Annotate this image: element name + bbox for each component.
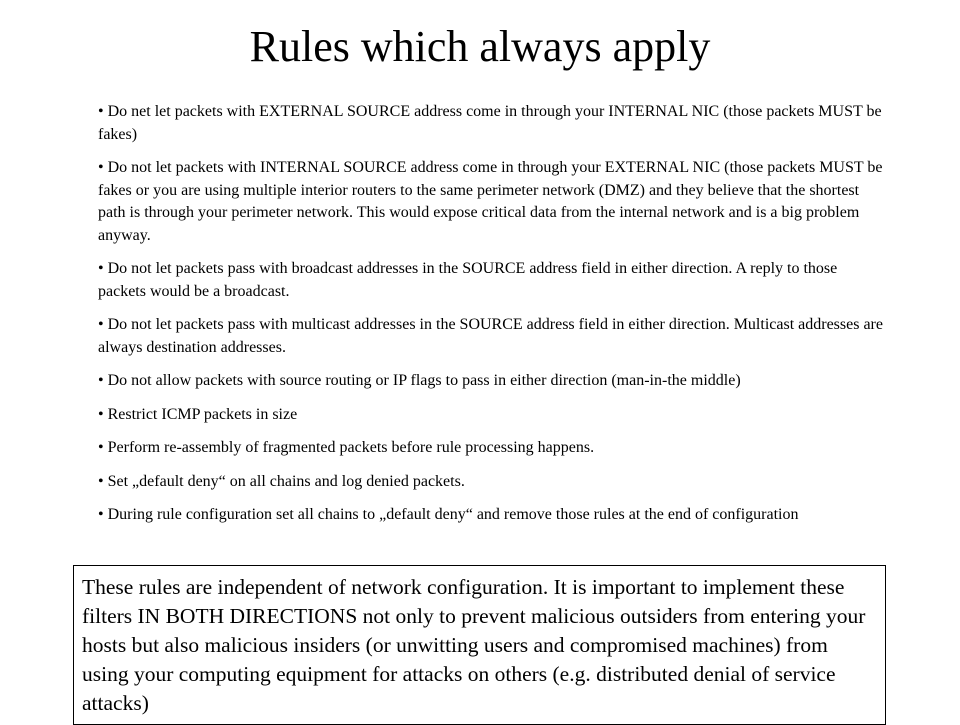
rule-text: Do not let packets pass with broadcast addresses in the SOURCE address field in either direction. A reply to those packets would be a broadcast. [98, 260, 838, 300]
rule-item-multicast [98, 314, 888, 359]
rule-item-internal-source [98, 157, 888, 247]
rule-text: During rule configuration set all chains to „default deny“ and remove those rules at the end of configuration [107, 506, 799, 523]
bullet-icon: • [98, 103, 104, 120]
bullet-icon: • [98, 260, 104, 277]
bullet-icon: • [98, 405, 104, 423]
rule-item-reassembly [98, 437, 888, 460]
rule-text: Set „default deny“ on all chains and log denied packets. [107, 472, 465, 490]
rule-item-source-routing [98, 370, 888, 393]
note-box [73, 565, 886, 725]
note-text: These rules are independent of network configuration. It is important to implement these filters IN BOTH DIRECTIONS not only to prevent malicious outsiders from entering your hosts but also malicious insiders (or unwitting users and compromised machines) from using your computing equipment for attacks on others (e.g. distributed denial of service attacks) [82, 575, 866, 715]
rule-item-configuration [98, 504, 888, 527]
bullet-icon: • [98, 316, 104, 333]
rule-item-default-deny [98, 471, 888, 494]
rule-text: Do not allow packets with source routing or IP flags to pass in either direction (man-in-the middle) [107, 372, 741, 389]
rule-item-icmp [98, 404, 888, 427]
slide-title: Rules which always apply [249, 22, 711, 71]
bullet-icon: • [98, 372, 104, 389]
rule-item-broadcast [98, 258, 888, 303]
rules-bullet-list [98, 101, 888, 538]
rule-text: Restrict ICMP packets in size [107, 405, 298, 423]
rule-item-external-source [98, 101, 888, 146]
bullet-icon: • [98, 439, 104, 456]
bullet-icon: • [98, 506, 104, 523]
rule-text: Do not let packets with INTERNAL SOURCE address come in through your EXTERNAL NIC (those packets MUST be fakes or you are using multiple interior routers to the same perimeter network (DMZ) and they believe that the shortest path is through your perimeter network. This would expose critical data from the internal network and is a big problem anyway. [98, 159, 883, 244]
rule-text: Do not let packets pass with multicast addresses in the SOURCE address field in either direction. Multicast addresses are always destination addresses. [98, 316, 883, 356]
bullet-icon: • [98, 472, 104, 490]
rule-text: Perform re-assembly of fragmented packets before rule processing happens. [107, 439, 595, 456]
rule-text: Do net let packets with EXTERNAL SOURCE address come in through your INTERNAL NIC (those packets MUST be fakes) [98, 103, 882, 143]
bullet-icon: • [98, 159, 104, 176]
